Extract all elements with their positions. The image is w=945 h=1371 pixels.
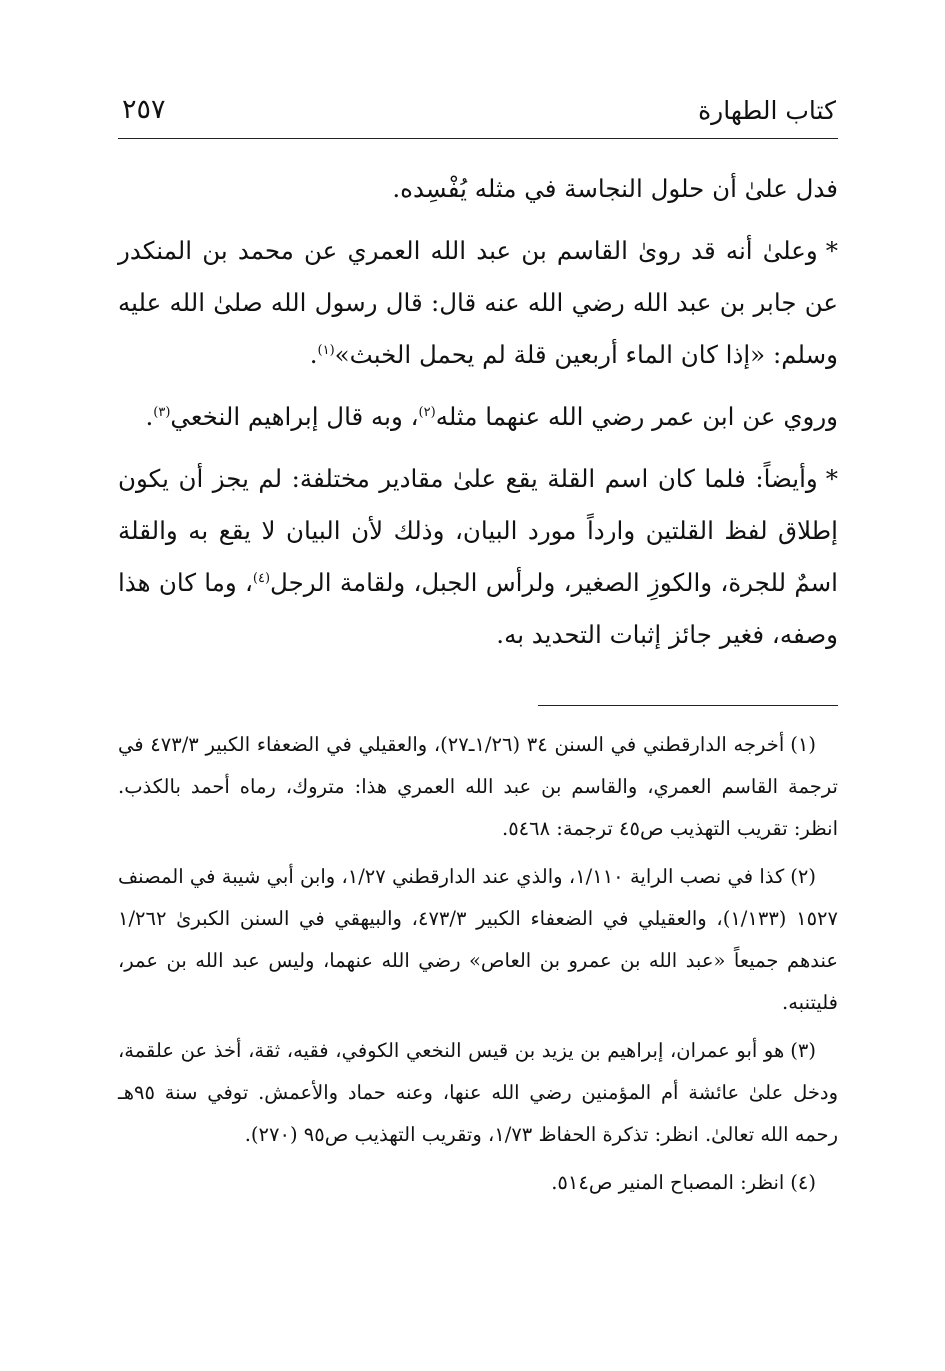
footnote-number: (٣) <box>790 1039 816 1062</box>
page-header <box>118 90 838 139</box>
paragraph-text: ، وبه قال إبراهيم النخعي <box>170 402 419 431</box>
footnote-text: كذا في نصب الراية ١/١١٠، والذي عند الدارقطني ١/٢٧، وابن أبي شيبة في المصنف ١٥٢٧ (١/١٣٣)، والعقيلي في الضعفاء الكبير ٤٧٣/٣، والبيهقي في السنن الكبرىٰ ١/٢٦٢ عندهم جميعاً «عبد الله بن عمرو بن العاص» رضي الله عنهما، وليس عبد الله بن عمر، فليتنبه. <box>118 865 839 1014</box>
main-text <box>118 163 838 661</box>
footnote-ref-3[interactable]: (٣) <box>153 404 171 420</box>
footnote-4 <box>118 1162 838 1204</box>
footnote-number: (١) <box>790 733 816 756</box>
footnote-ref-1[interactable]: (١) <box>317 342 335 358</box>
footnotes <box>118 724 838 1204</box>
paragraph-3 <box>118 391 838 443</box>
footnote-ref-4[interactable]: (٤) <box>252 570 271 586</box>
paragraph-2 <box>118 225 838 381</box>
footnote-ref-2[interactable]: (٢) <box>418 404 436 420</box>
page-number: ٢٥٧ <box>122 94 166 125</box>
footnote-text: انظر: المصباح المنير ص٥١٤. <box>551 1171 785 1194</box>
footnote-divider <box>538 705 838 706</box>
paragraph-4 <box>118 453 838 661</box>
paragraph-text: فدل علىٰ أن حلول النجاسة في مثله يُفْسِده. <box>392 174 838 203</box>
running-title: كتاب الطهارة <box>698 96 836 125</box>
asterisk-icon: * <box>825 236 838 265</box>
paragraph-text: وأيضاً: فلما كان اسم القلة يقع علىٰ مقادير مختلفة: لم يجز أن يكون إطلاق لفظ القلتين وارداً مورد البيان، وذلك لأن البيان لا يقع به والقلة اسمٌ للجرة، والكوزِ الصغير، ولرأس الجبل، ولقامة الرجل <box>118 464 838 597</box>
footnote-text: هو أبو عمران، إبراهيم بن يزيد بن قيس النخعي الكوفي، فقيه، ثقة، أخذ عن علقمة، ودخل علىٰ عائشة أم المؤمنين رضي الله عنها، وعنه حماد والأعمش. توفي سنة ٩٥هـ رحمه الله تعالىٰ. انظر: تذكرة الحفاظ ١/٧٣، وتقريب التهذيب ص٩٥ (٢٧٠). <box>118 1039 838 1146</box>
asterisk-icon: * <box>825 464 838 493</box>
footnote-text: أخرجه الدارقطني في السنن ٣٤ (١/٢٦ـ٢٧)، والعقيلي في الضعفاء الكبير ٤٧٣/٣ في ترجمة القاسم العمري، والقاسم بن عبد الله العمري هذا: متروك، رماه أحمد بالكذب. انظر: تقريب التهذيب ص٤٥ ترجمة: ٥٤٦٨. <box>118 733 838 840</box>
paragraph-text: ، وما كان هذا وصفه، فغير جائز إثبات التحديد به. <box>118 568 838 649</box>
footnote-3 <box>118 1030 838 1156</box>
paragraph-end: . <box>309 340 318 369</box>
paragraph-text: وروي عن ابن عمر رضي الله عنهما مثله <box>435 402 838 431</box>
footnote-2 <box>118 856 838 1024</box>
book-page <box>118 90 838 1210</box>
paragraph-1 <box>118 163 838 215</box>
paragraph-text: وعلىٰ أنه قد روىٰ القاسم بن عبد الله العمري عن محمد بن المنكدر عن جابر بن عبد الله رضي الله عنه قال: قال رسول الله صلىٰ الله عليه وسلم: «إذا كان الماء أربعين قلة لم يحمل الخبث» <box>118 236 838 369</box>
footnote-number: (٤) <box>790 1171 816 1194</box>
paragraph-end: . <box>145 402 154 431</box>
footnote-number: (٢) <box>790 865 816 888</box>
footnote-1 <box>118 724 838 850</box>
